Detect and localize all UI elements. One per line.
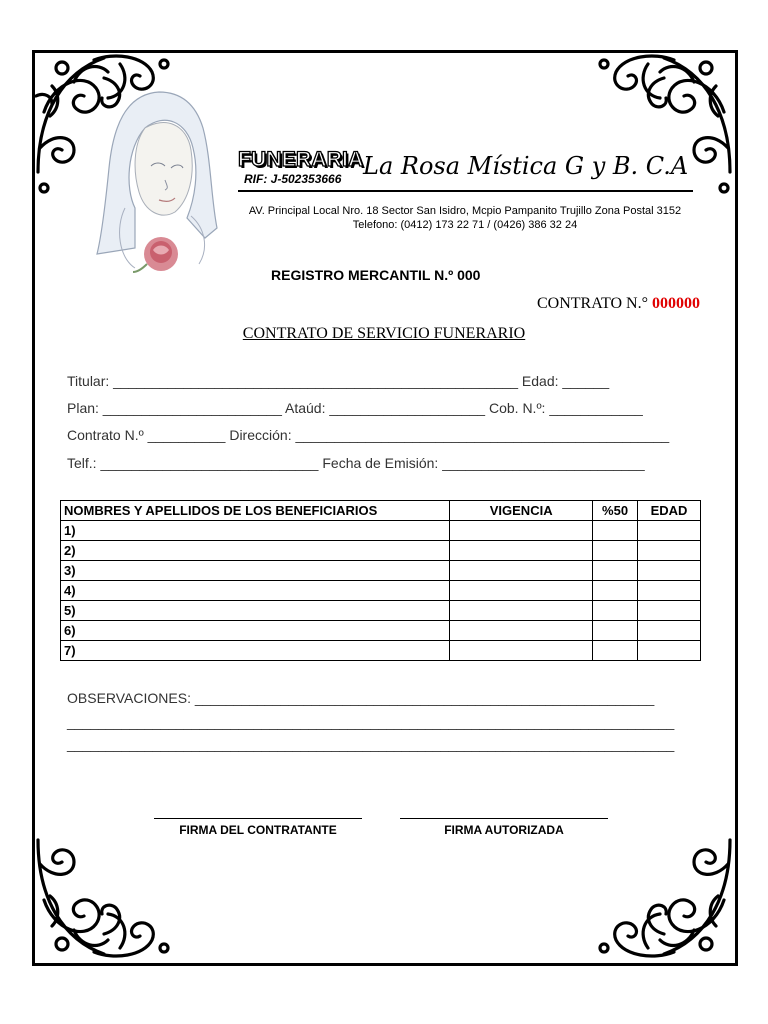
header-divider	[238, 190, 693, 192]
signature-label: FIRMA AUTORIZADA	[444, 823, 564, 837]
cell-vigencia[interactable]	[450, 521, 593, 541]
address-line: AV. Principal Local Nro. 18 Sector San Isidro, Mcpio Pampanito Trujillo Zona Postal 3152	[248, 205, 682, 217]
signature-contratante[interactable]	[148, 818, 368, 837]
table-row	[61, 561, 701, 581]
observaciones-line[interactable]: ______________________________________________________________________________	[67, 714, 675, 730]
observaciones-field[interactable]: OBSERVACIONES: ___________________________________________________________	[67, 690, 655, 706]
row-number[interactable]: 4)	[61, 581, 450, 601]
cell-vigencia[interactable]	[450, 621, 593, 641]
registro-mercantil: REGISTRO MERCANTIL N.º 000	[271, 267, 481, 283]
beneficiaries-table	[60, 500, 701, 661]
field-telefono[interactable]: Telf.: ____________________________ Fecha de Emisión: __________________________	[67, 455, 645, 471]
contract-number-value: 000000	[652, 295, 700, 312]
table-row	[61, 641, 701, 661]
cell-edad[interactable]	[638, 561, 701, 581]
cell-porcentaje[interactable]	[593, 561, 638, 581]
row-number[interactable]: 5)	[61, 601, 450, 621]
row-number[interactable]: 3)	[61, 561, 450, 581]
cell-porcentaje[interactable]	[593, 521, 638, 541]
row-number[interactable]: 2)	[61, 541, 450, 561]
observaciones-line[interactable]: ______________________________________________________________________________	[67, 736, 675, 752]
cell-vigencia[interactable]	[450, 541, 593, 561]
company-name: La Rosa Mística G y B. C.A	[363, 152, 689, 180]
brand-word: FUNERARIA	[238, 148, 364, 171]
table-row	[61, 541, 701, 561]
signature-line	[154, 818, 362, 819]
signature-line	[400, 818, 608, 819]
header-vigencia: VIGENCIA	[450, 501, 593, 521]
row-number[interactable]: 7)	[61, 641, 450, 661]
signature-label: FIRMA DEL CONTRATANTE	[179, 823, 337, 837]
phone-line: Telefono: (0412) 173 22 71 / (0426) 386 32 24	[352, 219, 578, 231]
cell-edad[interactable]	[638, 541, 701, 561]
row-number[interactable]: 6)	[61, 621, 450, 641]
table-row	[61, 601, 701, 621]
cell-edad[interactable]	[638, 521, 701, 541]
cell-vigencia[interactable]	[450, 581, 593, 601]
company-address	[230, 204, 700, 232]
cell-porcentaje[interactable]	[593, 601, 638, 621]
table-row	[61, 621, 701, 641]
cell-vigencia[interactable]	[450, 561, 593, 581]
cell-edad[interactable]	[638, 581, 701, 601]
field-contrato[interactable]: Contrato N.º __________ Dirección: ________________________________________________	[67, 427, 670, 443]
cell-porcentaje[interactable]	[593, 581, 638, 601]
table-row	[61, 581, 701, 601]
header-edad: EDAD	[638, 501, 701, 521]
table-header-row	[61, 501, 701, 521]
header-nombres: NOMBRES Y APELLIDOS DE LOS BENEFICIARIOS	[61, 501, 450, 521]
company-brand	[238, 148, 698, 196]
contract-number-label: CONTRATO N.°	[537, 295, 648, 312]
rif-number: RIF: J-502353666	[244, 172, 342, 186]
cell-porcentaje[interactable]	[593, 541, 638, 561]
cell-edad[interactable]	[638, 601, 701, 621]
field-titular[interactable]: Titular: ____________________________________________________ Edad: ______	[67, 373, 610, 389]
cell-porcentaje[interactable]	[593, 621, 638, 641]
header-porcentaje: %50	[593, 501, 638, 521]
cell-vigencia[interactable]	[450, 641, 593, 661]
rose-icon	[133, 237, 178, 272]
contract-number	[537, 295, 700, 313]
field-plan[interactable]: Plan: _______________________ Ataúd: ____________________ Cob. N.º: ____________	[67, 400, 643, 416]
cell-edad[interactable]	[638, 621, 701, 641]
document-title: CONTRATO DE SERVICIO FUNERARIO	[242, 325, 526, 342]
row-number[interactable]: 1)	[61, 521, 450, 541]
table-row	[61, 521, 701, 541]
cell-edad[interactable]	[638, 641, 701, 661]
virgin-mary-illustration	[95, 88, 225, 278]
signature-autorizada[interactable]	[394, 818, 614, 837]
cell-vigencia[interactable]	[450, 601, 593, 621]
cell-porcentaje[interactable]	[593, 641, 638, 661]
